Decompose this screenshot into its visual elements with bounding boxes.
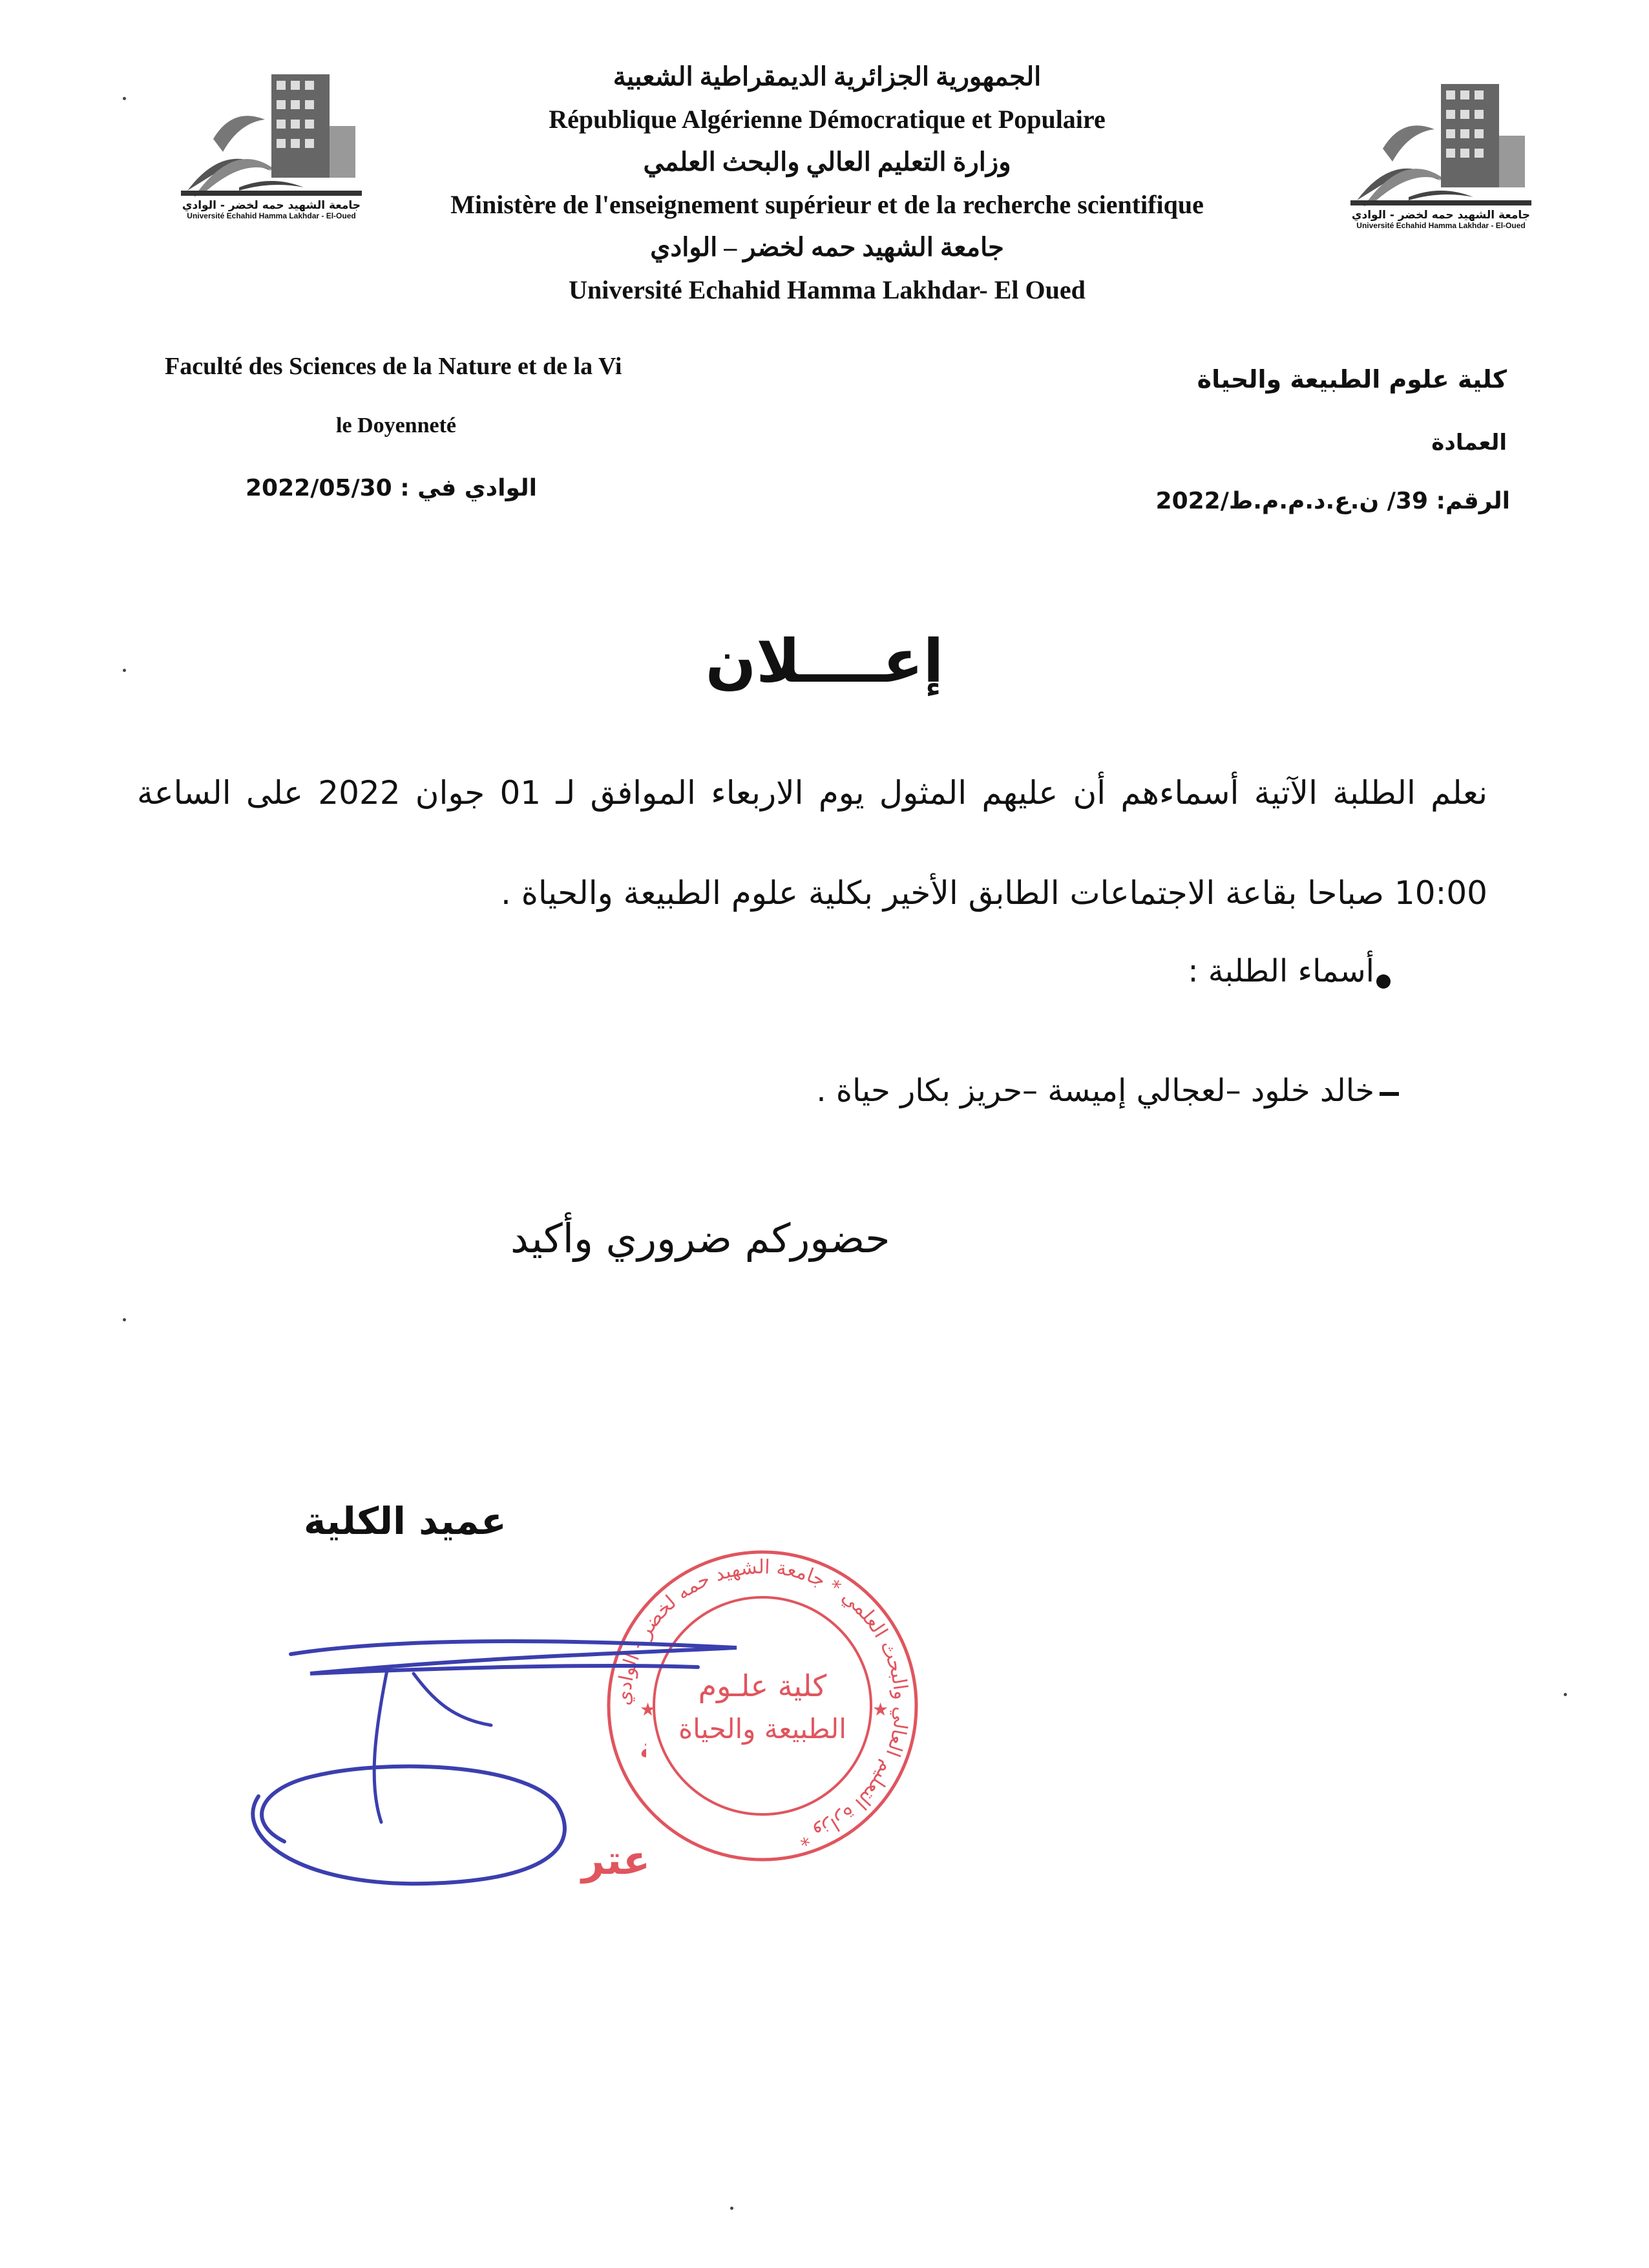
university-logo-right xyxy=(1344,71,1538,233)
students-names: خالد خلود –لعجالي إميسة –حريز بكار حياة . xyxy=(816,1073,1374,1109)
scan-speck xyxy=(123,97,126,100)
announcement-title: إعــــلان xyxy=(705,627,944,696)
closing-line: حضوركم ضروري وأكيد xyxy=(510,1215,890,1262)
logo-caption-fr: Université Echahid Hamma Lakhdar - El-Oued xyxy=(1356,220,1526,230)
ministry-fr: Ministère de l'enseignement supérieur et de la recherche scientifique xyxy=(450,190,1204,219)
logo-caption-ar: جامعة الشهيد حمه لخضر - الوادي xyxy=(182,199,361,212)
scan-speck xyxy=(1564,1693,1567,1696)
deanship-fr: le Doyenneté xyxy=(336,414,457,437)
ministry-ar: وزارة التعليم العالي والبحث العلمي xyxy=(643,147,1011,176)
students-label: أسماء الطلبة : xyxy=(1188,953,1374,989)
ref-number: 39 xyxy=(1395,488,1428,514)
university-fr: Université Echahid Hamma Lakhdar- El Oued xyxy=(569,275,1086,304)
university-building-icon xyxy=(174,61,368,204)
letterhead xyxy=(362,61,1292,317)
republic-fr: République Algérienne Démocratique et Populaire xyxy=(549,105,1106,134)
date-line xyxy=(246,475,537,501)
date-label: الوادي في : xyxy=(400,475,537,501)
star-icon: ★ xyxy=(640,1699,656,1720)
bullet-icon xyxy=(1376,974,1391,989)
date-value: 2022/05/30 xyxy=(246,475,392,501)
faculty-name-fr: Faculté des Sciences de la Nature et de la Vi xyxy=(165,353,622,380)
ref-year: 2022 xyxy=(1155,488,1221,514)
logo-caption-fr: Université Echahid Hamma Lakhdar - El-Oued xyxy=(187,211,356,220)
scan-speck xyxy=(123,1318,126,1321)
republic-ar: الجمهورية الجزائرية الديمقراطية الشعبية xyxy=(613,62,1042,91)
announcement-line-2: 10:00 صباحا بقاعة الاجتماعات الطابق الأخير بكلية علوم الطبيعة والحياة . xyxy=(500,874,1487,912)
announcement-body xyxy=(137,743,1487,943)
stamp-center-line-2: الطبيعة والحياة xyxy=(678,1713,846,1745)
deanship-ar: العمادة xyxy=(1431,430,1507,456)
university-ar: جامعة الشهيد حمه لخضر – الوادي xyxy=(650,233,1004,262)
ref-label: الرقم: xyxy=(1436,488,1510,514)
faculty-name-ar: كلية علوم الطبيعة والحياة xyxy=(1197,365,1507,394)
scan-speck xyxy=(730,2207,733,2210)
dash-icon xyxy=(1380,1092,1399,1096)
signature-scribble xyxy=(220,1628,750,1900)
stamp-ring-text: وزارة التعليم العالي والبحث العلمي * جامعة الشهيد حمه لخضر - الوادي * xyxy=(612,1555,913,1851)
dean-title: عميد الكلية xyxy=(304,1499,507,1543)
stamp-rect-line-2: عتر xyxy=(582,1836,646,1884)
announcement-line-1: نعلم الطلبة الآتية أسماءهم أن عليهم المثول يوم الاربعاء الموافق لـ 01 جوان 2022 على الساعة xyxy=(137,774,1487,812)
ref-code: / ن.ع.د.م.م.ط/ xyxy=(1220,488,1396,514)
scan-speck xyxy=(123,669,126,672)
logo-caption-ar: جامعة الشهيد حمه لخضر - الوادي xyxy=(1351,209,1531,222)
star-icon: ★ xyxy=(872,1699,889,1720)
stamp-center-line-1: كلية علـوم xyxy=(698,1668,827,1703)
reference-number xyxy=(1156,488,1510,514)
university-building-icon xyxy=(1344,71,1538,213)
university-logo-left xyxy=(174,61,368,223)
handwritten-signature xyxy=(220,1628,750,1900)
